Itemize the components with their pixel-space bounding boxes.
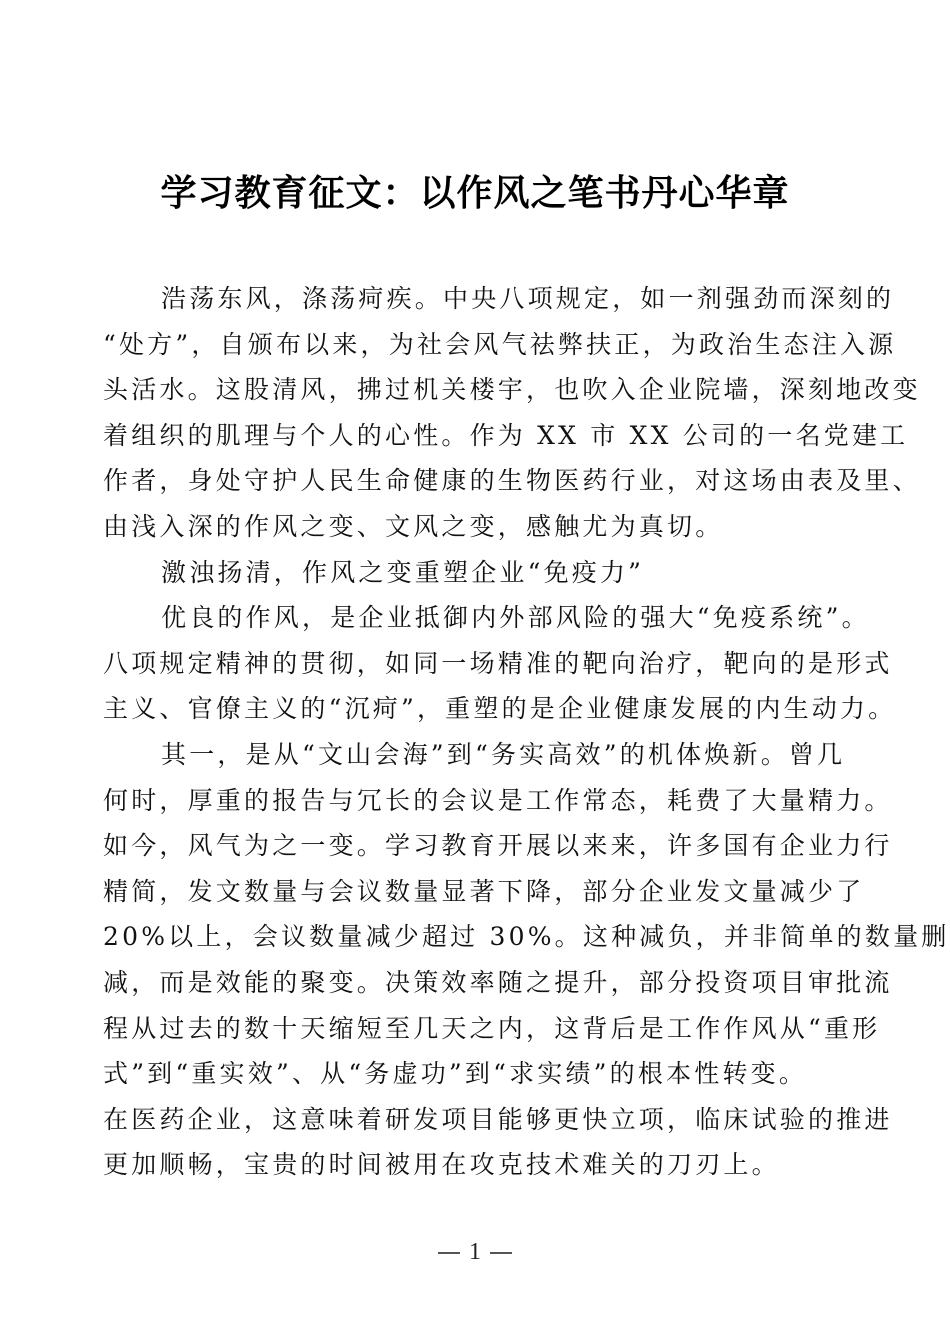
paragraph-1-line-6: 由浅入深的作风之变、文风之变，感触尤为真切。 bbox=[103, 511, 724, 541]
paragraph-1-line-3: 头活水。这股清风，拂过机关楼宇，也吹入企业院墙，深刻地改变 bbox=[103, 375, 921, 405]
paragraph-3-line-5: 20%以上，会议数量减少超过 30%。这种减负，并非简单的数量删 bbox=[103, 922, 950, 952]
paragraph-3-line-8: 式”到“重实效”、从“务虚功”到“求实绩”的根本性转变。 bbox=[103, 1059, 808, 1089]
paragraph-3-line-6: 减，而是效能的聚变。决策效率随之提升，部分投资项目审批流 bbox=[103, 967, 893, 997]
paragraph-3-line-7: 程从过去的数十天缩短至几天之内，这背后是工作作风从“重形 bbox=[103, 1013, 881, 1043]
paragraph-3-line-10: 更加顺畅，宝贵的时间被用在攻克技术难关的刀刃上。 bbox=[103, 1150, 780, 1180]
page-footer bbox=[0, 1236, 950, 1268]
paragraph-2-line-2: 八项规定精神的贯彻，如同一场精准的靶向治疗，靶向的是形式 bbox=[103, 648, 893, 678]
paragraph-3-line-3: 如今，风气为之一变。学习教育开展以来来，许多国有企业力行 bbox=[103, 831, 893, 861]
paragraph-3-line-9: 在医药企业，这意味着研发项目能够更快立项，临床试验的推进 bbox=[103, 1104, 893, 1134]
section-heading: 激浊扬清，作风之变重塑企业“免疫力” bbox=[161, 557, 645, 587]
document-body bbox=[103, 276, 950, 1188]
paragraph-2-line-3: 主义、官僚主义的“沉疴”，重塑的是企业健康发展的内生动力。 bbox=[103, 694, 897, 724]
paragraph-1-line-4: 着组织的肌理与个人的心性。作为 XX 市 XX 公司的一名党建工 bbox=[103, 420, 909, 450]
page-number: 1 bbox=[469, 1239, 481, 1265]
footer-dash-left bbox=[438, 1252, 460, 1254]
footer-dash-right bbox=[490, 1252, 512, 1254]
paragraph-3-line-2: 何时，厚重的报告与冗长的会议是工作常态，耗费了大量精力。 bbox=[103, 785, 893, 815]
paragraph-1-line-1: 浩荡东风，涤荡疴疾。中央八项规定，如一剂强劲而深刻的 bbox=[161, 284, 895, 313]
paragraph-1-line-2: “处方”，自颁布以来，为社会风气祛弊扶正，为政治生态注入源 bbox=[103, 329, 897, 359]
paragraph-3-line-4: 精简，发文数量与会议数量显著下降，部分企业发文量减少了 bbox=[103, 876, 865, 906]
paragraph-2-line-1: 优良的作风，是企业抵御内外部风险的强大“免疫系统”。 bbox=[161, 603, 870, 633]
paragraph-1-line-5: 作者，身处守护人民生命健康的生物医药行业，对这场由表及里、 bbox=[103, 466, 921, 496]
document-title: 学习教育征文：以作风之笔书丹心华章 bbox=[160, 173, 790, 214]
paragraph-3-line-1: 其一，是从“文山会海”到“务实高效”的机体焕新。曾几 bbox=[161, 739, 846, 769]
